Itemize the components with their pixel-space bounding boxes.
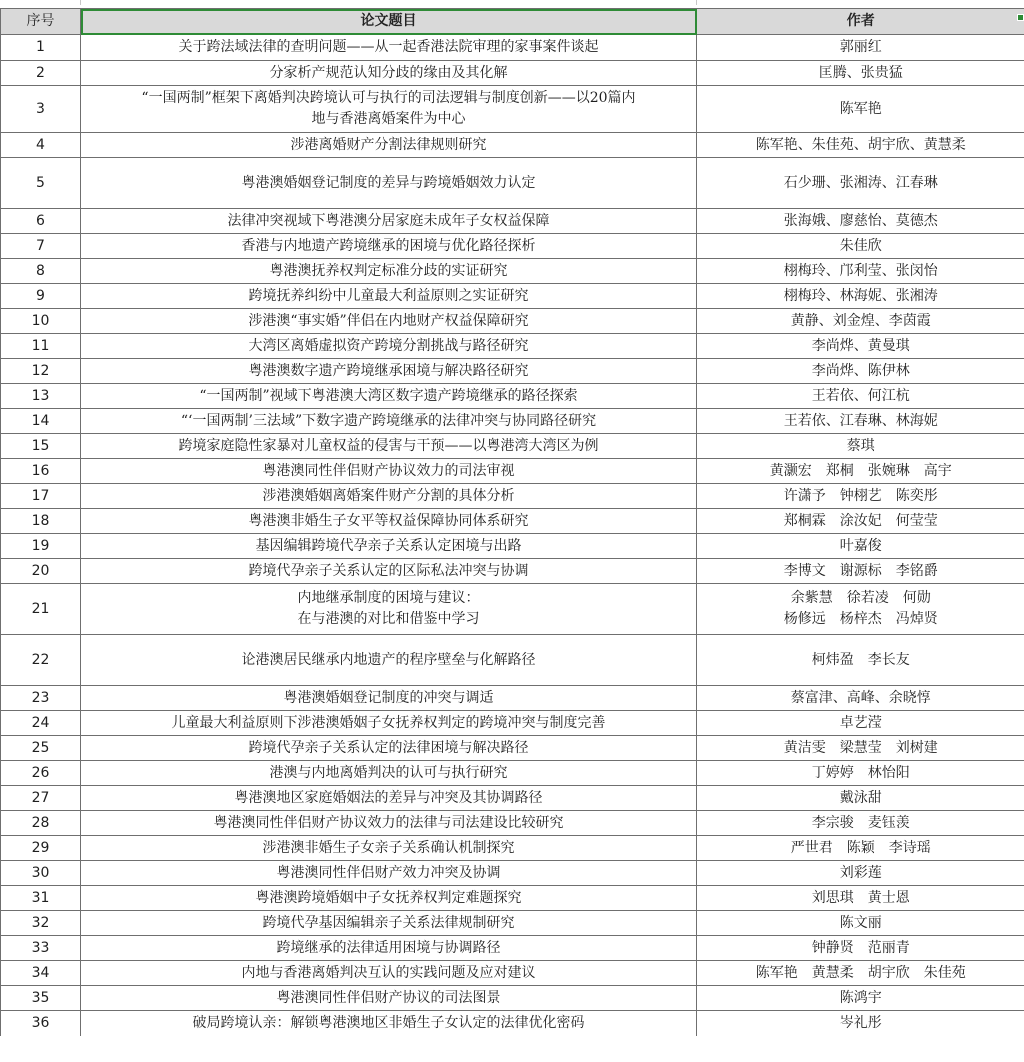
title-cell[interactable]: 粤港澳抚养权判定标准分歧的实证研究 bbox=[81, 259, 697, 284]
table-row bbox=[1, 986, 1024, 1011]
title-cell[interactable]: 涉港澳婚姻离婚案件财产分割的具体分析 bbox=[81, 484, 697, 509]
title-line: “一国两制”框架下离婚判决跨境认可与执行的司法逻辑与制度创新——以20篇内 bbox=[141, 90, 636, 106]
table-row bbox=[1, 961, 1024, 986]
table-row bbox=[1, 384, 1024, 409]
table-row bbox=[1, 133, 1024, 158]
seq-cell[interactable]: 14 bbox=[1, 409, 81, 434]
seq-cell[interactable]: 12 bbox=[1, 359, 81, 384]
author-cell[interactable]: 陈军艳、朱佳苑、胡宇欣、黄慧柔 bbox=[697, 133, 1024, 158]
title-cell[interactable]: 粤港澳非婚生子女平等权益保障协同体系研究 bbox=[81, 509, 697, 534]
title-cell[interactable]: 粤港澳同性伴侣财产效力冲突及协调 bbox=[81, 861, 697, 886]
title-cell[interactable]: 涉港离婚财产分割法律规则研究 bbox=[81, 133, 697, 158]
title-cell[interactable]: 粤港澳地区家庭婚姻法的差异与冲突及其协调路径 bbox=[81, 786, 697, 811]
table-row bbox=[1, 761, 1024, 786]
author-cell[interactable]: 许潇予 钟栩艺 陈奕彤 bbox=[697, 484, 1024, 509]
seq-cell[interactable]: 5 bbox=[1, 158, 81, 209]
title-cell[interactable]: 关于跨法域法律的查明问题——从一起香港法院审理的家事案件谈起 bbox=[81, 35, 697, 61]
header-author-cell[interactable]: 作者 bbox=[697, 9, 1024, 35]
table-row bbox=[1, 409, 1024, 434]
title-line: 内地继承制度的困境与建议： bbox=[297, 590, 480, 606]
author-line: 余紫慧 徐若凌 何勋 bbox=[790, 590, 931, 606]
author-cell[interactable]: 蔡琪 bbox=[697, 434, 1024, 459]
table-row bbox=[1, 484, 1024, 509]
table-row bbox=[1, 736, 1024, 761]
seq-cell[interactable]: 33 bbox=[1, 936, 81, 961]
title-cell[interactable]: 破局跨境认亲：解锁粤港澳地区非婚生子女认定的法律优化密码 bbox=[81, 1011, 697, 1036]
title-cell[interactable]: 涉港澳“事实婚”伴侣在内地财产权益保障研究 bbox=[81, 309, 697, 334]
seq-cell[interactable]: 22 bbox=[1, 635, 81, 686]
title-cell[interactable]: “‘一国两制’三法域”下数字遗产跨境继承的法律冲突与协同路径研究 bbox=[81, 409, 697, 434]
table-row bbox=[1, 158, 1024, 209]
seq-cell[interactable]: 28 bbox=[1, 811, 81, 836]
title-cell[interactable]: 涉港澳非婚生子女亲子关系确认机制探究 bbox=[81, 836, 697, 861]
author-cell[interactable]: 栩梅玲、邝利莹、张闵怡 bbox=[697, 259, 1024, 284]
author-cell[interactable]: 匡腾、张贵猛 bbox=[697, 61, 1024, 86]
title-cell[interactable]: 粤港澳婚姻登记制度的差异与跨境婚姻效力认定 bbox=[81, 158, 697, 209]
table-row bbox=[1, 209, 1024, 234]
table-row bbox=[1, 686, 1024, 711]
author-cell[interactable]: 王若依、何江杭 bbox=[697, 384, 1024, 409]
table-row bbox=[1, 61, 1024, 86]
column-divider bbox=[80, 0, 81, 5]
title-cell[interactable]: 跨境继承的法律适用困境与协调路径 bbox=[81, 936, 697, 961]
title-cell[interactable]: 跨境家庭隐性家暴对儿童权益的侵害与干预——以粤港湾大湾区为例 bbox=[81, 434, 697, 459]
title-cell[interactable]: 大湾区离婚虚拟资产跨境分割挑战与路径研究 bbox=[81, 334, 697, 359]
seq-cell[interactable]: 30 bbox=[1, 861, 81, 886]
header-title-cell[interactable]: 论文题目 bbox=[81, 9, 697, 35]
author-cell[interactable]: 钟静贤 范丽青 bbox=[697, 936, 1024, 961]
table-row bbox=[1, 234, 1024, 259]
title-cell[interactable]: 港澳与内地离婚判决的认可与执行研究 bbox=[81, 761, 697, 786]
table-row bbox=[1, 309, 1024, 334]
title-cell[interactable]: 论港澳居民继承内地遗产的程序壁垒与化解路径 bbox=[81, 635, 697, 686]
table-row bbox=[1, 35, 1024, 61]
author-cell[interactable]: 蔡富津、高峰、余晓惇 bbox=[697, 686, 1024, 711]
seq-cell[interactable]: 9 bbox=[1, 284, 81, 309]
title-cell[interactable]: 粤港澳同性伴侣财产协议效力的司法审视 bbox=[81, 459, 697, 484]
table-row bbox=[1, 635, 1024, 686]
author-cell[interactable]: 李宗骏 麦钰羡 bbox=[697, 811, 1024, 836]
title-cell[interactable]: 跨境代孕亲子关系认定的区际私法冲突与协调 bbox=[81, 559, 697, 584]
seq-cell[interactable]: 4 bbox=[1, 133, 81, 158]
author-cell[interactable]: 郑桐霖 涂汝妃 何莹莹 bbox=[697, 509, 1024, 534]
author-cell[interactable]: 黄洁雯 梁慧莹 刘树建 bbox=[697, 736, 1024, 761]
seq-cell[interactable]: 24 bbox=[1, 711, 81, 736]
selection-fill-handle[interactable] bbox=[1017, 14, 1024, 21]
title-cell[interactable]: 法律冲突视域下粤港澳分居家庭未成年子女权益保障 bbox=[81, 209, 697, 234]
table-row bbox=[1, 911, 1024, 936]
author-cell[interactable] bbox=[697, 584, 1024, 635]
author-cell[interactable]: 严世君 陈颖 李诗瑶 bbox=[697, 836, 1024, 861]
seq-cell[interactable]: 29 bbox=[1, 836, 81, 861]
seq-cell[interactable]: 1 bbox=[1, 35, 81, 61]
seq-cell[interactable]: 11 bbox=[1, 334, 81, 359]
table-row bbox=[1, 284, 1024, 309]
seq-cell[interactable]: 7 bbox=[1, 234, 81, 259]
title-cell[interactable]: 基因编辑跨境代孕亲子关系认定困境与出路 bbox=[81, 534, 697, 559]
table-row bbox=[1, 259, 1024, 284]
title-cell[interactable]: 粤港澳数字遗产跨境继承困境与解决路径研究 bbox=[81, 359, 697, 384]
column-divider bbox=[696, 0, 697, 5]
author-line: 杨修远 杨梓杰 冯焯贤 bbox=[783, 611, 938, 627]
title-cell[interactable]: 儿童最大利益原则下涉港澳婚姻子女抚养权判定的跨境冲突与制度完善 bbox=[81, 711, 697, 736]
author-cell[interactable]: 李博文 谢源标 李铭爵 bbox=[697, 559, 1024, 584]
seq-cell[interactable]: 13 bbox=[1, 384, 81, 409]
table-row bbox=[1, 434, 1024, 459]
seq-cell[interactable]: 16 bbox=[1, 459, 81, 484]
title-line: 在与港澳的对比和借鉴中学习 bbox=[297, 611, 480, 627]
title-cell[interactable]: 粤港澳同性伴侣财产协议效力的法律与司法建设比较研究 bbox=[81, 811, 697, 836]
seq-cell[interactable]: 26 bbox=[1, 761, 81, 786]
author-cell[interactable]: 李尚烨、陈伊林 bbox=[697, 359, 1024, 384]
title-cell[interactable] bbox=[81, 584, 697, 635]
spreadsheet-grid bbox=[0, 8, 1024, 1036]
author-cell[interactable]: 丁婷婷 林怡阳 bbox=[697, 761, 1024, 786]
table-row bbox=[1, 861, 1024, 886]
seq-cell[interactable]: 17 bbox=[1, 484, 81, 509]
author-cell[interactable]: 李尚烨、黄曼琪 bbox=[697, 334, 1024, 359]
author-cell[interactable]: 郭丽红 bbox=[697, 35, 1024, 61]
author-cell[interactable]: 叶嘉俊 bbox=[697, 534, 1024, 559]
title-cell[interactable]: “一国两制”视域下粤港澳大湾区数字遗产跨境继承的路径探索 bbox=[81, 384, 697, 409]
table-row bbox=[1, 359, 1024, 384]
table-row bbox=[1, 886, 1024, 911]
seq-cell[interactable]: 19 bbox=[1, 534, 81, 559]
table-row bbox=[1, 786, 1024, 811]
seq-cell[interactable]: 31 bbox=[1, 886, 81, 911]
title-cell[interactable]: 跨境代孕基因编辑亲子关系法律规制研究 bbox=[81, 911, 697, 936]
table-row bbox=[1, 584, 1024, 635]
title-cell[interactable]: 香港与内地遗产跨境继承的困境与优化路径探析 bbox=[81, 234, 697, 259]
author-cell[interactable]: 黄静、刘金煌、李茵霞 bbox=[697, 309, 1024, 334]
seq-cell[interactable]: 32 bbox=[1, 911, 81, 936]
table-body bbox=[1, 9, 1024, 1036]
seq-cell[interactable]: 3 bbox=[1, 86, 81, 133]
author-cell[interactable]: 陈军艳 bbox=[697, 86, 1024, 133]
seq-cell[interactable]: 10 bbox=[1, 309, 81, 334]
author-cell[interactable]: 石少珊、张湘涛、江春琳 bbox=[697, 158, 1024, 209]
author-cell[interactable]: 朱佳欣 bbox=[697, 234, 1024, 259]
table-row bbox=[1, 459, 1024, 484]
author-cell[interactable]: 刘思琪 黄士恩 bbox=[697, 886, 1024, 911]
author-cell[interactable]: 陈军艳 黄慧柔 胡宇欣 朱佳苑 bbox=[697, 961, 1024, 986]
title-cell[interactable]: 粤港澳婚姻登记制度的冲突与调适 bbox=[81, 686, 697, 711]
author-cell[interactable]: 卓艺滢 bbox=[697, 711, 1024, 736]
author-cell[interactable]: 王若依、江春琳、林海妮 bbox=[697, 409, 1024, 434]
author-cell[interactable]: 戴泳甜 bbox=[697, 786, 1024, 811]
table-row bbox=[1, 559, 1024, 584]
table-row bbox=[1, 811, 1024, 836]
title-cell[interactable]: 粤港澳跨境婚姻中子女抚养权判定难题探究 bbox=[81, 886, 697, 911]
header-seq-cell[interactable]: 序号 bbox=[1, 9, 81, 35]
seq-cell[interactable]: 25 bbox=[1, 736, 81, 761]
seq-cell[interactable]: 23 bbox=[1, 686, 81, 711]
table-row bbox=[1, 836, 1024, 861]
author-cell[interactable]: 栩梅玲、林海妮、张湘涛 bbox=[697, 284, 1024, 309]
seq-cell[interactable]: 15 bbox=[1, 434, 81, 459]
seq-cell[interactable]: 18 bbox=[1, 509, 81, 534]
table-row bbox=[1, 86, 1024, 133]
title-cell[interactable]: 跨境代孕亲子关系认定的法律困境与解决路径 bbox=[81, 736, 697, 761]
author-cell[interactable]: 柯炜盈 李长友 bbox=[697, 635, 1024, 686]
seq-cell[interactable]: 20 bbox=[1, 559, 81, 584]
header-row bbox=[1, 9, 1024, 35]
author-cell[interactable]: 陈文丽 bbox=[697, 911, 1024, 936]
seq-cell[interactable]: 8 bbox=[1, 259, 81, 284]
table-row bbox=[1, 534, 1024, 559]
title-cell[interactable]: 分家析产规范认知分歧的缘由及其化解 bbox=[81, 61, 697, 86]
table-row bbox=[1, 936, 1024, 961]
seq-cell[interactable]: 35 bbox=[1, 986, 81, 1011]
author-cell[interactable]: 岑礼彤 bbox=[697, 1011, 1024, 1036]
column-header-strip bbox=[0, 0, 1024, 8]
author-cell[interactable]: 张海娥、廖慈怡、莫德杰 bbox=[697, 209, 1024, 234]
seq-cell[interactable]: 34 bbox=[1, 961, 81, 986]
title-cell[interactable] bbox=[81, 86, 697, 133]
seq-cell[interactable]: 36 bbox=[1, 1011, 81, 1036]
seq-cell[interactable]: 2 bbox=[1, 61, 81, 86]
title-cell[interactable]: 跨境抚养纠纷中儿童最大利益原则之实证研究 bbox=[81, 284, 697, 309]
table-row bbox=[1, 334, 1024, 359]
seq-cell[interactable]: 6 bbox=[1, 209, 81, 234]
author-cell[interactable]: 刘彩莲 bbox=[697, 861, 1024, 886]
title-line: 地与香港离婚案件为中心 bbox=[311, 111, 466, 127]
table-row bbox=[1, 509, 1024, 534]
title-cell[interactable]: 内地与香港离婚判决互认的实践问题及应对建议 bbox=[81, 961, 697, 986]
author-cell[interactable]: 陈鸿宇 bbox=[697, 986, 1024, 1011]
table-row bbox=[1, 1011, 1024, 1036]
title-cell[interactable]: 粤港澳同性伴侣财产协议的司法图景 bbox=[81, 986, 697, 1011]
author-cell[interactable]: 黄灏宏 郑桐 张婉琳 高宇 bbox=[697, 459, 1024, 484]
thesis-table bbox=[0, 8, 1024, 1036]
seq-cell[interactable]: 27 bbox=[1, 786, 81, 811]
seq-cell[interactable]: 21 bbox=[1, 584, 81, 635]
table-row bbox=[1, 711, 1024, 736]
